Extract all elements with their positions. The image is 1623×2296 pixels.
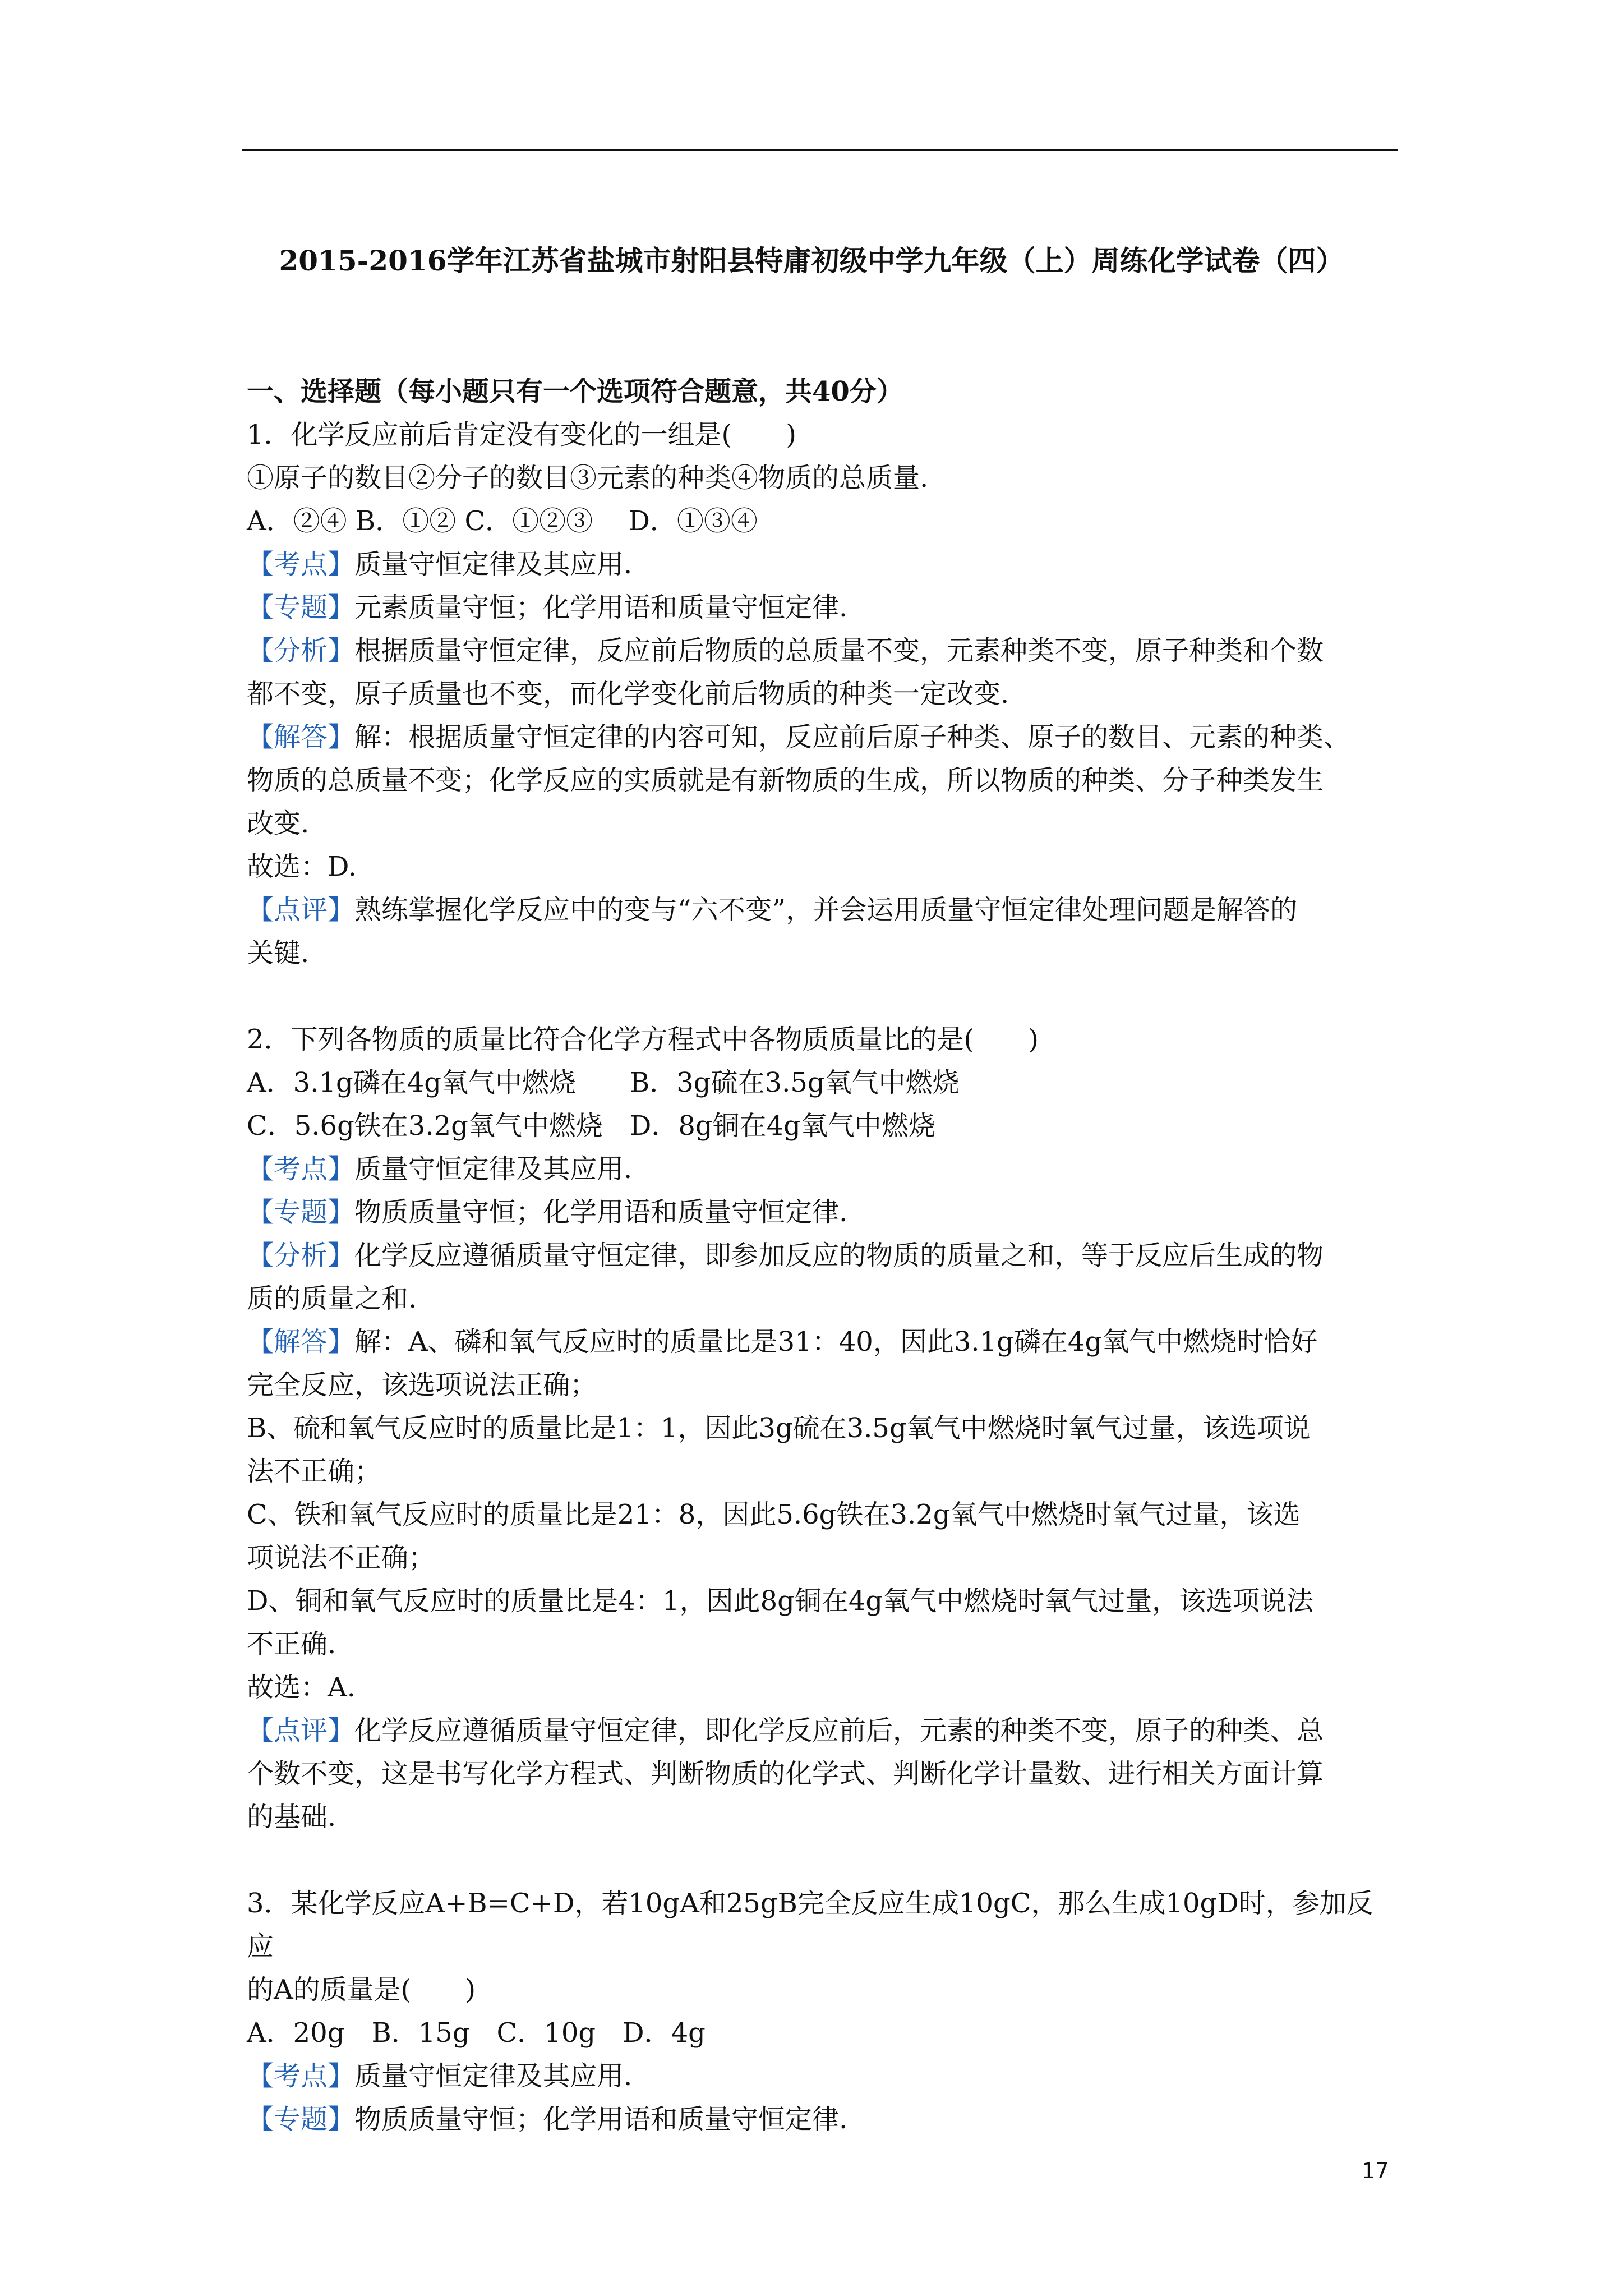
q3-options: A．20g B．15g C．10g D．4g bbox=[247, 2017, 706, 2049]
q2-kaodian-text: 质量守恒定律及其应用. bbox=[354, 1153, 633, 1185]
document-body bbox=[247, 370, 1396, 2141]
q3-kaodian bbox=[247, 2055, 1396, 2098]
q2-options-2: C．5.6g铁在3.2g氧气中燃烧 D．8g铜在4g氧气中燃烧 bbox=[247, 1110, 935, 1142]
q1-answer: 故选：D. bbox=[247, 851, 357, 882]
q2-zhuanti bbox=[247, 1191, 1396, 1234]
kaodian-tag: 【考点】 bbox=[247, 1153, 355, 1185]
q3-stem-2: 的A的质量是( ) bbox=[247, 1974, 476, 2005]
q1-fenxi-text-1: 根据质量守恒定律，反应前后物质的总质量不变，元素种类不变，原子种类和个数 bbox=[354, 635, 1324, 666]
kaodian-tag: 【考点】 bbox=[247, 2060, 355, 2092]
q1-fenxi-2: 都不变，原子质量也不变，而化学变化前后物质的种类一定改变. bbox=[247, 678, 1009, 710]
q2-stem: 2．下列各物质的质量比符合化学方程式中各物质质量比的是( ) bbox=[247, 1024, 1039, 1055]
q1-dianping bbox=[247, 889, 1396, 932]
q1-jieda-2: 物质的总质量不变；化学反应的实质就是有新物质的生成，所以物质的种类、分子种类发生 bbox=[247, 765, 1324, 796]
q1-dianping-text-1: 熟练掌握化学反应中的变与“六不变”，并会运用质量守恒定律处理问题是解答的 bbox=[354, 894, 1298, 926]
q2-dianping-2: 个数不变，这是书写化学方程式、判断物质的化学式、判断化学计量数、进行相关方面计算 bbox=[247, 1758, 1324, 1789]
question-gap bbox=[247, 1839, 1396, 1882]
jieda-tag: 【解答】 bbox=[247, 1326, 355, 1358]
q2-kaodian bbox=[247, 1148, 1396, 1191]
q2-jieda-4: 法不正确； bbox=[247, 1456, 382, 1487]
q2-jieda-5: C、铁和氧气反应时的质量比是21：8，因此5.6g铁在3.2g氧气中燃烧时氧气过量，该选 bbox=[247, 1499, 1301, 1530]
q1-zhuanti bbox=[247, 586, 1396, 629]
q2-zhuanti-text: 物质质量守恒；化学用语和质量守恒定律. bbox=[354, 1197, 848, 1228]
fenxi-tag: 【分析】 bbox=[247, 1240, 355, 1271]
q1-kaodian bbox=[247, 543, 1396, 586]
q1-jieda-3: 改变. bbox=[247, 808, 310, 839]
q2-fenxi bbox=[247, 1234, 1396, 1277]
q2-jieda-3: B、硫和氧气反应时的质量比是1：1，因此3g硫在3.5g氧气中燃烧时氧气过量，该选项说 bbox=[247, 1412, 1311, 1444]
zhuanti-tag: 【专题】 bbox=[247, 1197, 355, 1228]
zhuanti-tag: 【专题】 bbox=[247, 592, 355, 623]
fenxi-tag: 【分析】 bbox=[247, 635, 355, 666]
q2-dianping bbox=[247, 1709, 1396, 1752]
section-heading: 一、选择题（每小题只有一个选项符合题意，共40分） bbox=[247, 376, 903, 407]
q1-options: A．②④ B．①② C．①②③ D．①③④ bbox=[247, 505, 758, 537]
q1-kaodian-text: 质量守恒定律及其应用. bbox=[354, 549, 633, 580]
q2-jieda-text-1: 解：A、磷和氧气反应时的质量比是31：40，因此3.1g磷在4g氧气中燃烧时恰好 bbox=[354, 1326, 1318, 1358]
q3-stem-1: 3．某化学反应A+B=C+D，若10gA和25gB完全反应生成10gC，那么生成10gD时，参加反应 bbox=[247, 1888, 1373, 1962]
q2-fenxi-2: 质的质量之和. bbox=[247, 1283, 417, 1314]
dianping-tag: 【点评】 bbox=[247, 894, 355, 926]
question-gap bbox=[247, 975, 1396, 1018]
document-title: 2015-2016学年江苏省盐城市射阳县特庸初级中学九年级（上）周练化学试卷（四） bbox=[279, 244, 1344, 277]
q2-dianping-text-1: 化学反应遵循质量守恒定律，即化学反应前后，元素的种类不变，原子的种类、总 bbox=[354, 1715, 1324, 1746]
q1-fenxi bbox=[247, 629, 1396, 673]
q3-zhuanti-text: 物质质量守恒；化学用语和质量守恒定律. bbox=[354, 2104, 848, 2135]
q1-jieda bbox=[247, 716, 1396, 759]
q2-answer: 故选：A. bbox=[247, 1672, 356, 1703]
q1-jieda-text-1: 解：根据质量守恒定律的内容可知，反应前后原子种类、原子的数目、元素的种类、 bbox=[354, 721, 1351, 753]
q3-zhuanti bbox=[247, 2098, 1396, 2141]
q2-jieda-7: D、铜和氧气反应时的质量比是4：1，因此8g铜在4g氧气中燃烧时氧气过量，该选项说法 bbox=[247, 1585, 1314, 1617]
q2-jieda-8: 不正确. bbox=[247, 1628, 336, 1660]
header-rule bbox=[242, 149, 1398, 151]
q3-kaodian-text: 质量守恒定律及其应用. bbox=[354, 2060, 633, 2092]
q1-items: ①原子的数目②分子的数目③元素的种类④物质的总质量. bbox=[247, 462, 929, 494]
q1-dianping-2: 关键. bbox=[247, 937, 310, 969]
kaodian-tag: 【考点】 bbox=[247, 549, 355, 580]
q2-jieda-6: 项说法不正确； bbox=[247, 1542, 436, 1573]
q2-fenxi-text-1: 化学反应遵循质量守恒定律，即参加反应的物质的质量之和，等于反应后生成的物 bbox=[354, 1240, 1324, 1271]
q1-stem: 1．化学反应前后肯定没有变化的一组是( ) bbox=[247, 419, 796, 450]
dianping-tag: 【点评】 bbox=[247, 1715, 355, 1746]
jieda-tag: 【解答】 bbox=[247, 721, 355, 753]
zhuanti-tag: 【专题】 bbox=[247, 2104, 355, 2135]
q2-jieda bbox=[247, 1320, 1396, 1364]
q2-dianping-3: 的基础. bbox=[247, 1801, 336, 1833]
q1-zhuanti-text: 元素质量守恒；化学用语和质量守恒定律. bbox=[354, 592, 848, 623]
page-number: 17 bbox=[1362, 2159, 1389, 2183]
q2-jieda-2: 完全反应，该选项说法正确； bbox=[247, 1369, 597, 1401]
q2-options-1: A．3.1g磷在4g氧气中燃烧 B．3g硫在3.5g氧气中燃烧 bbox=[247, 1067, 960, 1098]
